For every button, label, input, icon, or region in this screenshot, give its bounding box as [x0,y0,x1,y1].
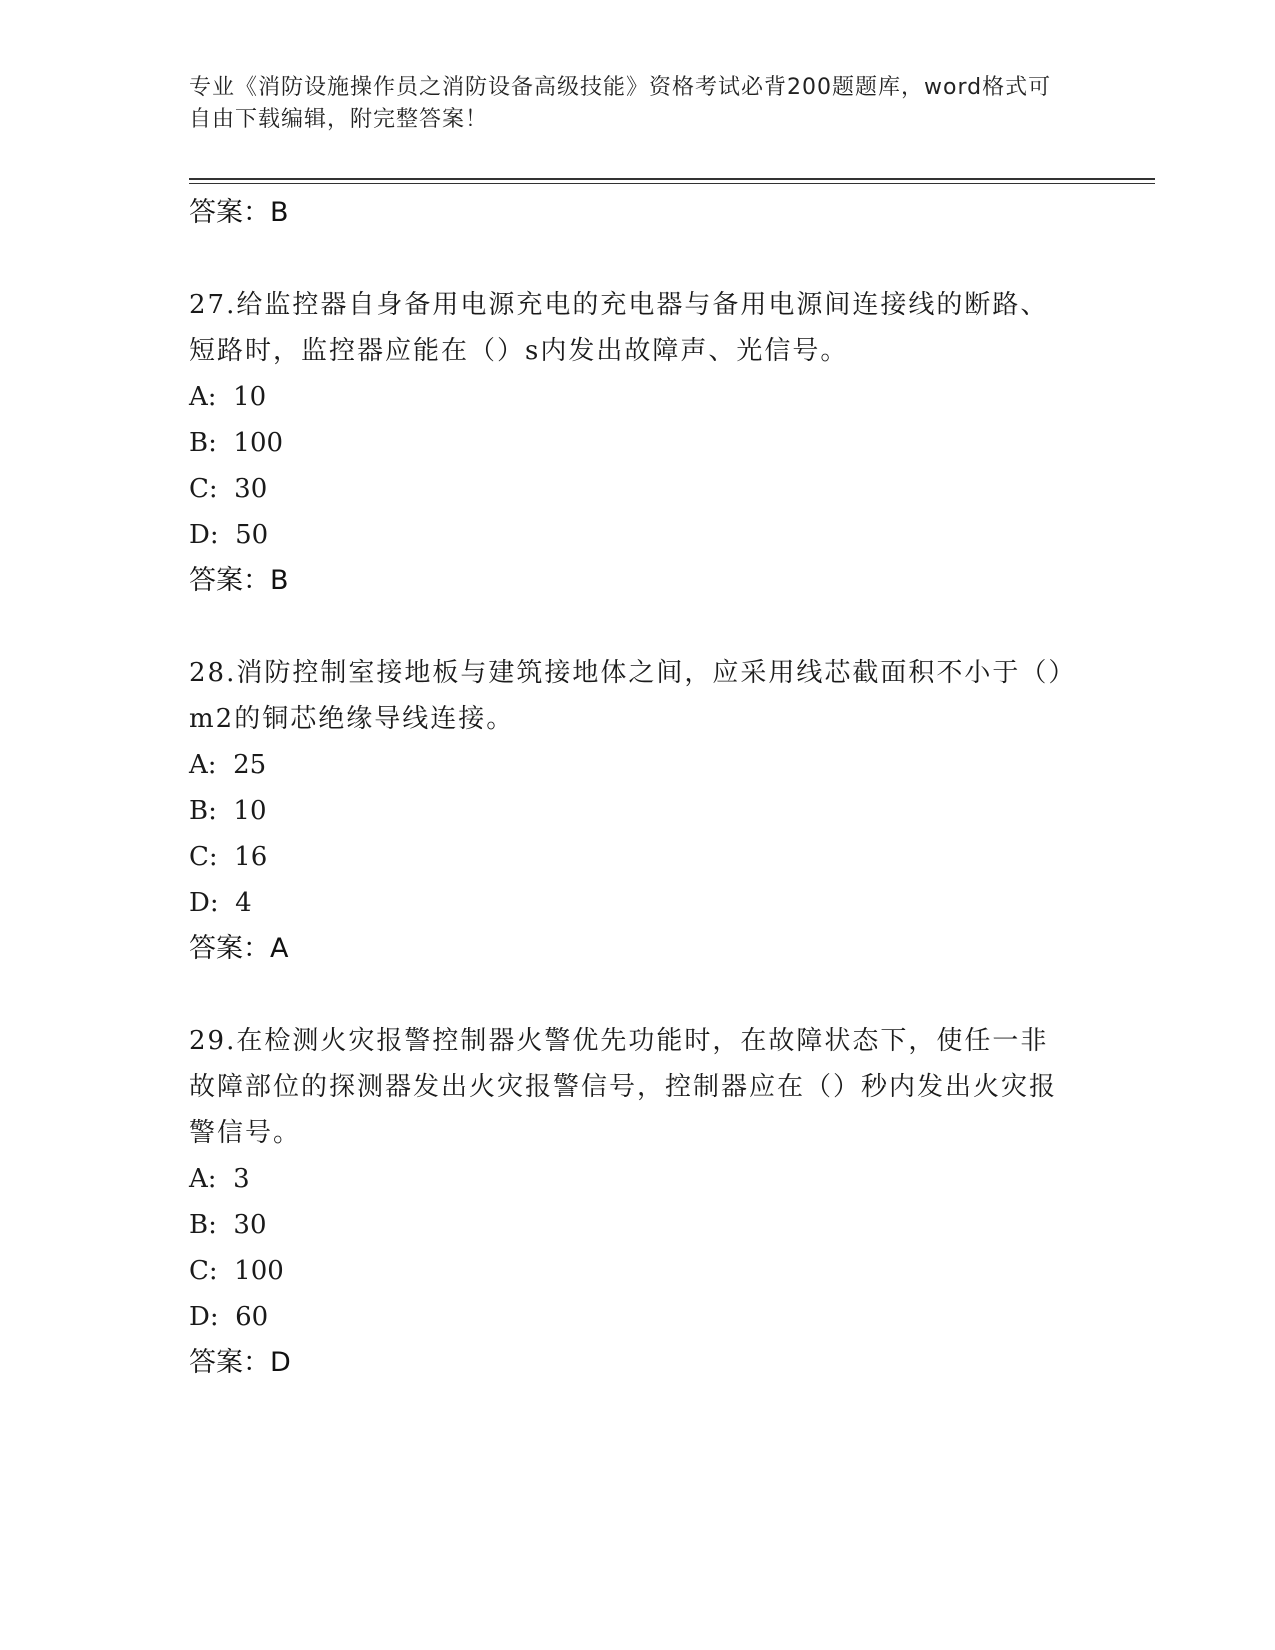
option-c: C: 100 [189,1256,284,1286]
previous-answer: 答案：B [189,197,289,228]
question-stem: 27.给监控器自身备用电源充电的充电器与备用电源间连接线的断路、短路时，监控器应能在（）s内发出故障声、光信号。 [189,290,1049,366]
option-a: A: 25 [189,750,267,780]
question-block [189,650,1069,972]
option-b: B: 30 [189,1210,267,1240]
question-block [189,282,1069,604]
option-d: D: 60 [189,1302,269,1332]
question-stem: 28.消防控制室接地板与建筑接地体之间，应采用线芯截面积不小于（）m2的铜芯绝缘导线连接。 [189,658,1064,734]
option-d: D: 50 [189,520,269,550]
option-a: A: 10 [189,382,267,412]
header-rule-thin [189,183,1155,184]
question-content [189,190,1069,1386]
question-answer: 答案：B [189,565,289,596]
option-a: A: 3 [189,1164,250,1194]
option-d: D: 4 [189,888,252,918]
spacer [189,236,1069,282]
document-header: 专业《消防设施操作员之消防设备高级技能》资格考试必背200题题库，word格式可自由下载编辑，附完整答案！ [189,75,1052,132]
spacer [189,604,1069,650]
option-c: C: 30 [189,474,268,504]
question-answer: 答案：A [189,933,289,964]
question-stem: 29.在检测火灾报警控制器火警优先功能时，在故障状态下，使任一非故障部位的探测器发出火灾报警信号，控制器应在（）秒内发出火灾报警信号。 [189,1026,1058,1148]
header-rule-thick [189,178,1155,180]
question-block [189,1018,1069,1386]
question-answer: 答案：D [189,1347,291,1378]
spacer [189,972,1069,1018]
option-c: C: 16 [189,842,268,872]
option-b: B: 10 [189,796,267,826]
option-b: B: 100 [189,428,284,458]
